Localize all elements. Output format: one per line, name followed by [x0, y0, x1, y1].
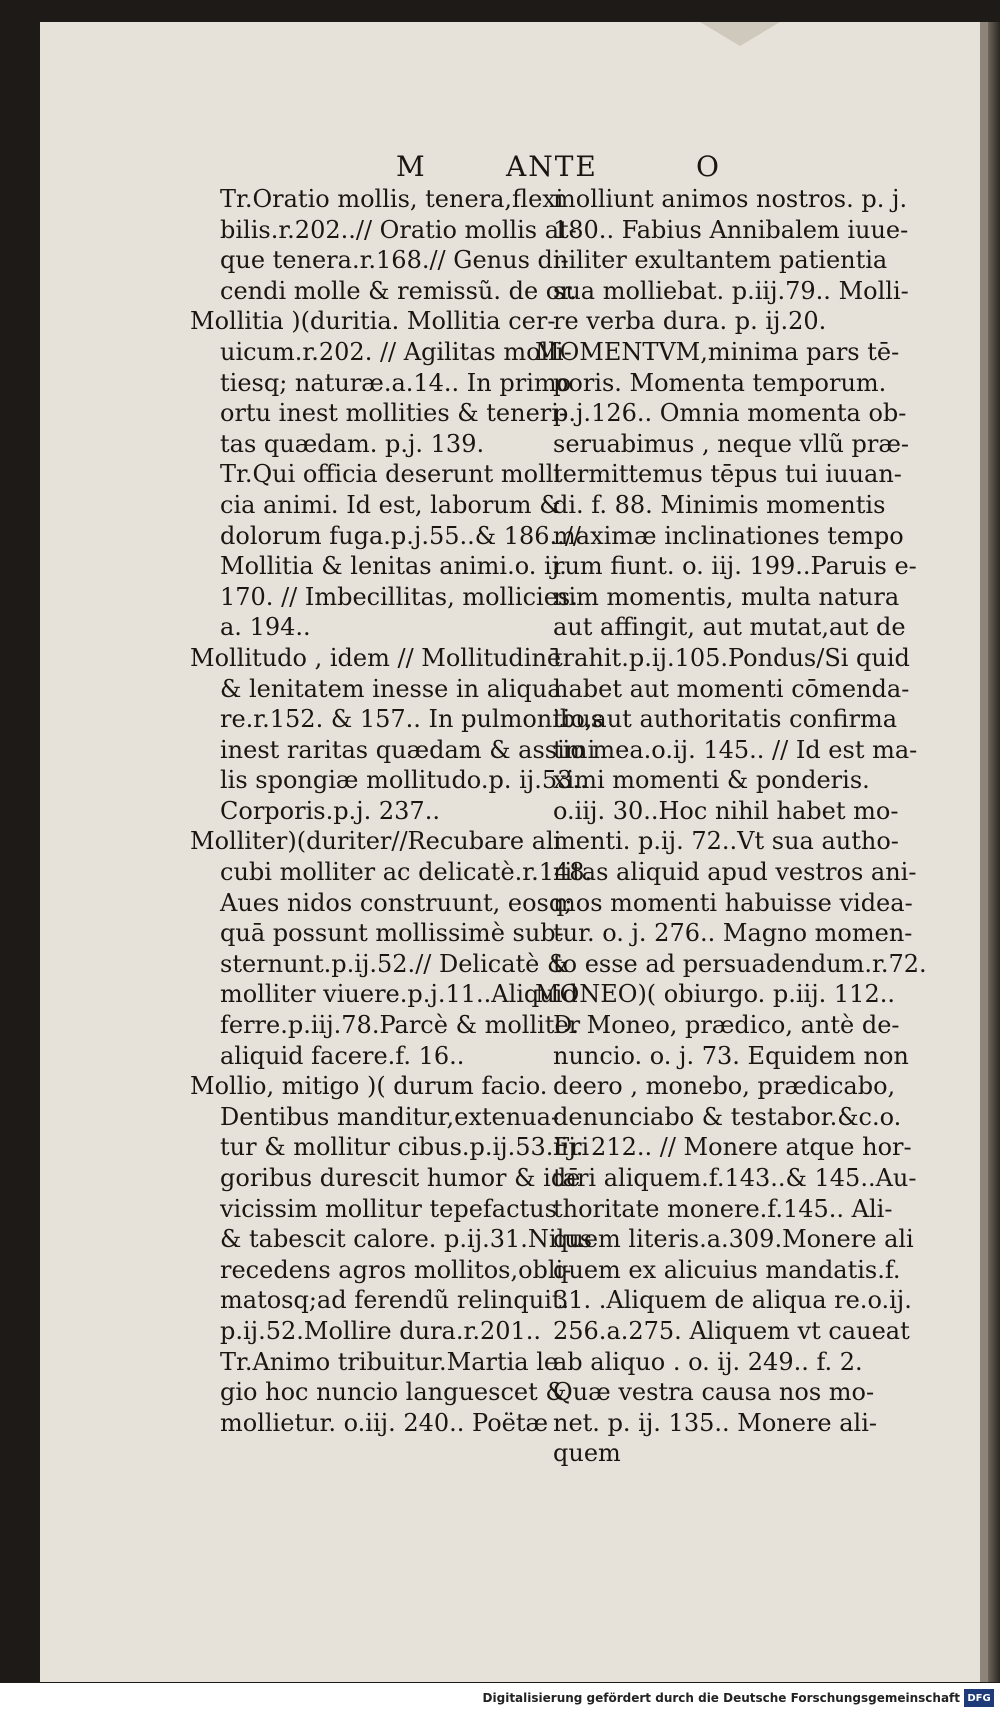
text-line: p.ij.52.Mollire dura.r.201.. [220, 1316, 542, 1345]
book-page [40, 22, 988, 1682]
text-line: Molliter)(duriter//Recubare ali [190, 827, 562, 856]
text-line: tur & mollitur cibus.p.ij.53.Fri [220, 1133, 590, 1162]
footer-bar [0, 1683, 1000, 1716]
text-line: Corporis.p.j. 237.. [220, 796, 440, 825]
page-edge [988, 22, 1000, 1682]
text-line: Mollitia & lenitas animi.o. ij. [220, 552, 567, 581]
text-line: mollietur. o.iij. 240.. Poëtæ [220, 1408, 549, 1437]
text-line: Mollio, mitigo )( durum facio. [190, 1072, 548, 1101]
text-line: p.j.126.. Omnia momenta ob- [553, 399, 907, 428]
text-line: poris. Momenta temporum. [553, 368, 887, 397]
text-line: nuncio. o. j. 73. Equidem non [553, 1041, 909, 1070]
text-line: 180.. Fabius Annibalem iuue- [553, 215, 909, 244]
text-line: Mollitia )(duritia. Mollitia cer- [190, 307, 556, 336]
text-line: tari aliquem.f.143..& 145..Au- [553, 1164, 917, 1192]
text-line: re verba dura. p. ij.20. [553, 307, 827, 336]
text-line: tas quædam. p.j. 139. [220, 429, 485, 458]
text-line: vicissim mollitur tepefactus [220, 1194, 557, 1223]
left-column [190, 184, 604, 1438]
text-line: trahit.p.ij.105.Pondus/Si quid [553, 643, 910, 672]
text-line: sua molliebat. p.iij.79.. Molli- [553, 276, 909, 305]
text-line: 31. .Aliquem de aliqua re.o.ij. [553, 1286, 912, 1315]
text-line: quem literis.a.309.Monere ali [553, 1225, 914, 1254]
text-line: o.iij. 30..Hoc nihil habet mo- [553, 796, 899, 825]
text-line: Mollitudo , idem // Mollitudinē [190, 643, 562, 672]
text-line: rum fiunt. o. iij. 199..Paruis e- [553, 552, 917, 581]
text-line: ab aliquo . o. ij. 249.. f. 2. [553, 1347, 863, 1376]
text-line: sternunt.p.ij.52.// Delicatè & [220, 949, 569, 978]
text-line: maximæ inclinationes tempo [553, 521, 904, 550]
text-line: re.r.152. & 157.. In pulmonibus [220, 705, 604, 734]
text-line: Aues nidos construunt, eosq; [220, 888, 573, 917]
text-line: molliunt animos nostros. p. j. [553, 185, 908, 213]
text-line: gio hoc nuncio languescet & [220, 1378, 567, 1407]
text-line: seruabimus , neque vllũ præ- [553, 429, 910, 458]
text-line: & tabescit calore. p.ij.31.Nilus [220, 1225, 593, 1254]
text-line: Dentibus manditur,extenua- [220, 1102, 560, 1131]
text-line: thoritate monere.f.145.. Ali- [553, 1194, 893, 1223]
text-line: goribus durescit humor & idē [220, 1164, 581, 1192]
text-line: matosq;ad ferendũ relinquit. [220, 1286, 570, 1315]
text-line: termittemus tēpus tui iuuan- [553, 460, 902, 489]
text-line: nim momentis, multa natura [553, 582, 900, 611]
text-line: molliter viuere.p.j.11..Aliquid [220, 980, 578, 1009]
text-line: mos momenti habuisse videa- [553, 888, 913, 917]
text-line: cendi molle & remissũ. de or. [220, 276, 577, 305]
text-line: denunciabo & testabor.&c.o. [553, 1102, 902, 1131]
text-line: Tr.Qui officia deserunt molli [220, 460, 562, 489]
text-line: 256.a.275. Aliquem vt caueat [553, 1316, 910, 1345]
text-line: quem [553, 1439, 621, 1468]
text-line: Tr.Oratio mollis, tenera,flexi [220, 185, 564, 213]
header-left: M [396, 150, 427, 183]
text-line: quā possunt mollissimè sub- [220, 919, 564, 948]
text-line: ferre.p.iij.78.Parcè & molliter [220, 1011, 581, 1040]
footer-credit: Digitalisierung gefördert durch die Deutsche Forschungsgemeinschaft [482, 1691, 960, 1705]
text-line: net. p. ij. 135.. Monere ali- [553, 1408, 878, 1437]
text-line: niliter exultantem patientia [553, 246, 888, 275]
text-line: iij. 212.. // Monere atque hor- [553, 1133, 912, 1162]
text-line: dolorum fuga.p.j.55..& 186..// [220, 521, 581, 550]
dfg-logo: DFG [964, 1689, 994, 1707]
header-center: ANTE [506, 150, 598, 183]
text-line: uicum.r.202. // Agilitas molli- [220, 337, 572, 366]
text-line: que tenera.r.168.// Genus di- [220, 246, 569, 275]
text-line: a. 194.. [220, 613, 311, 642]
text-line: 170. // Imbecillitas, mollicies. [220, 582, 578, 611]
text-line: inest raritas quædam & assimi [220, 735, 596, 764]
text-line: recedens agros mollitos,obli- [220, 1255, 572, 1284]
text-line: tur. o. j. 276.. Magno momen- [553, 919, 913, 948]
text-line: aut affingit, aut mutat,aut de [553, 613, 906, 642]
text-line: Tr.Animo tribuitur.Martia le [220, 1347, 559, 1376]
text-line: D. Moneo, prædico, antè de- [553, 1011, 900, 1040]
corner-fold [700, 22, 780, 46]
text-line: ximi momenti & ponderis. [553, 766, 870, 795]
text-line: cubi molliter ac delicatè.r.148. [220, 858, 593, 887]
text-line: habet aut momenti cōmenda- [553, 674, 910, 703]
text-line: Quæ vestra causa nos mo- [553, 1378, 875, 1407]
text-line: quem ex alicuius mandatis.f. [553, 1255, 901, 1284]
text-line: tiesq; naturæ.a.14.. In primo [220, 368, 572, 397]
text-line: di. f. 88. Minimis momentis [553, 490, 886, 519]
text-line: MOMENTVM,minima pars tē- [535, 337, 900, 366]
text-line: aliquid facere.f. 16.. [220, 1041, 465, 1070]
text-line: to esse ad persuadendum.r.72. [553, 949, 927, 978]
text-line: bilis.r.202..// Oratio mollis at- [220, 215, 577, 244]
text-line: menti. p.ij. 72..Vt sua autho- [553, 827, 899, 856]
text-line: tio mea.o.ij. 145.. // Id est ma- [553, 735, 918, 764]
text-line: & lenitatem inesse in aliqua [220, 674, 562, 703]
text-line: deero , monebo, prædicabo, [553, 1072, 896, 1101]
text-line: ortu inest mollities & teneri- [220, 399, 568, 428]
text-line: lis spongiæ mollitudo.p. ij.53.. [220, 766, 588, 795]
header-right: O [696, 150, 721, 183]
text-line: tio,aut authoritatis confirma [553, 705, 898, 734]
text-line: MONEO)( obiurgo. p.iij. 112.. [535, 980, 895, 1009]
text-line: cia animi. Id est, laborum & [220, 490, 561, 519]
text-line: ritas aliquid apud vestros ani- [553, 858, 917, 887]
right-column [535, 184, 965, 1469]
